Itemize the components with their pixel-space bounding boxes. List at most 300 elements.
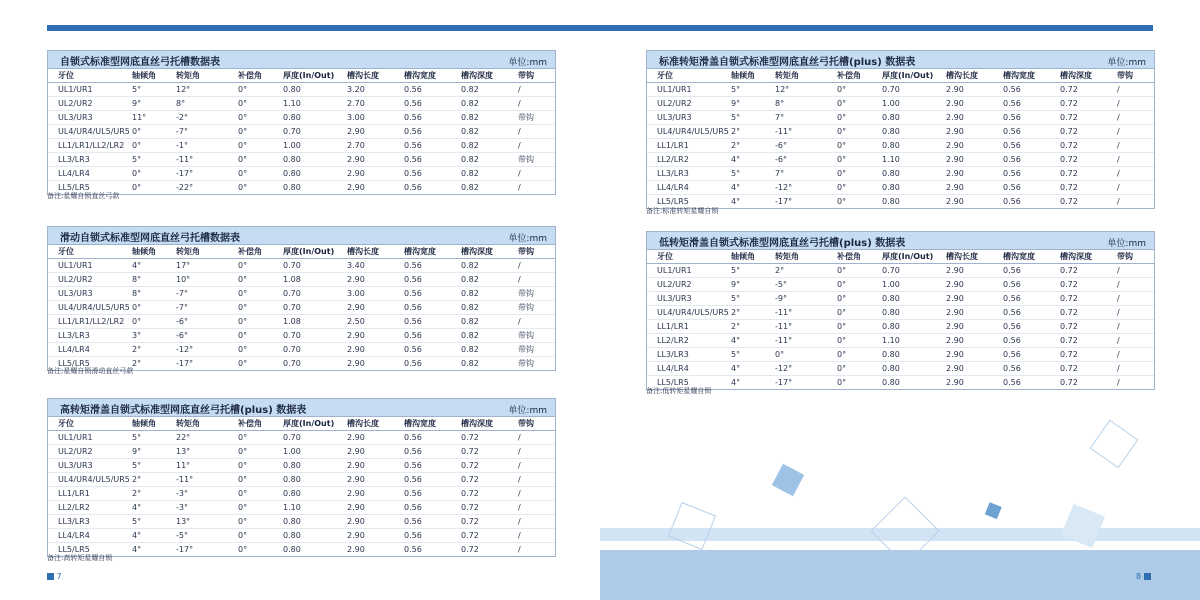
table-cell: 2.90 [936, 362, 993, 376]
table-cell: 0.72 [451, 501, 508, 515]
table-cell: 0.56 [993, 348, 1050, 362]
table-cell: 2.90 [936, 97, 993, 111]
table-cell: / [1107, 362, 1154, 376]
table-cell: 1.10 [273, 97, 337, 111]
table-cell: 0° [228, 167, 273, 181]
table-row [48, 515, 555, 529]
table-cell: 2.90 [337, 459, 394, 473]
table-cell: 0.72 [1050, 264, 1107, 278]
column-header: 厚度(In/Out) [273, 417, 337, 431]
column-header: 带钩 [508, 245, 555, 259]
table-cell: 2° [721, 139, 765, 153]
table-cell: 0° [122, 167, 166, 181]
table-cell: -12° [765, 362, 827, 376]
table-cell: 3.40 [337, 259, 394, 273]
table-cell: LL1/LR1 [647, 139, 721, 153]
table-cell: / [1107, 278, 1154, 292]
table-cell: 2° [721, 306, 765, 320]
table-cell: 0.56 [394, 445, 451, 459]
table-cell: 0.80 [872, 320, 936, 334]
table-cell: 0.72 [1050, 97, 1107, 111]
table-cell: -12° [166, 343, 228, 357]
table-cell: LL1/LR1/LL2/LR2 [48, 315, 122, 329]
table-cell: 0° [827, 362, 872, 376]
column-header: 槽沟长度 [936, 69, 993, 83]
table-cell: 0.56 [993, 167, 1050, 181]
table-cell: 5° [122, 83, 166, 97]
table-cell: 4° [721, 181, 765, 195]
table-row [647, 139, 1154, 153]
table-cell: 0.56 [394, 343, 451, 357]
table-cell: 0.56 [394, 273, 451, 287]
table-cell: 0° [228, 515, 273, 529]
table-cell: / [1107, 125, 1154, 139]
table-cell: 0.56 [394, 529, 451, 543]
table-cell: / [508, 83, 555, 97]
table-cell: 带钩 [508, 287, 555, 301]
table-cell: 0.72 [451, 529, 508, 543]
table-cell: UL2/UR2 [647, 97, 721, 111]
table-cell: / [518, 544, 521, 554]
table-note: 备注:星耀自锁滑动直丝弓款 [47, 367, 134, 375]
table-cell: 0° [228, 459, 273, 473]
table-cell: 0° [827, 320, 872, 334]
column-header: 带钩 [508, 69, 555, 83]
table-cell: 0.56 [404, 182, 422, 192]
table-cell: 0° [238, 544, 248, 554]
table-cell: 0° [228, 487, 273, 501]
table-cell: 5° [721, 111, 765, 125]
column-header: 牙位 [48, 245, 122, 259]
table-cell: 带钩 [508, 111, 555, 125]
table-cell: 2.90 [347, 182, 365, 192]
table-cell: 0° [827, 83, 872, 97]
table-cell: 0.70 [273, 287, 337, 301]
table-cell: 9° [721, 278, 765, 292]
table-cell: 0° [765, 348, 827, 362]
table-cell: 2.90 [936, 278, 993, 292]
table-cell: LL4/LR4 [647, 362, 721, 376]
table-cell: 0.72 [1050, 292, 1107, 306]
table-cell: 0.80 [283, 182, 301, 192]
table-row [48, 125, 555, 139]
table-cell: UL1/UR1 [48, 259, 122, 273]
table-cell: 4° [721, 153, 765, 167]
table-cell: / [508, 515, 555, 529]
column-header: 厚度(In/Out) [273, 245, 337, 259]
table-cell: 0.70 [273, 431, 337, 445]
table-row [647, 334, 1154, 348]
unit-label: 单位:mm [1107, 239, 1146, 249]
data-table [48, 245, 555, 370]
table-cell: 0° [827, 139, 872, 153]
table-cell: 0.56 [394, 167, 451, 181]
table-cell: UL2/UR2 [647, 278, 721, 292]
bracket-table-panel [646, 50, 1155, 209]
table-cell: 1.00 [273, 445, 337, 459]
table-cell: 0.56 [394, 501, 451, 515]
decor-outline-diamond [871, 497, 939, 565]
table-cell: / [508, 431, 555, 445]
table-cell: 0° [837, 377, 847, 387]
table-cell: 0° [228, 315, 273, 329]
bracket-table-panel [47, 398, 556, 557]
table-cell: 0.82 [451, 329, 508, 343]
table-cell: -17° [176, 358, 194, 368]
table-row [647, 83, 1154, 97]
table-cell: -17° [176, 544, 194, 554]
table-cell: 0.80 [273, 153, 337, 167]
table-row [48, 501, 555, 515]
table-cell: 3.20 [337, 83, 394, 97]
table-cell: 0.72 [1060, 196, 1078, 206]
table-title: 高转矩滑盖自锁式标准型网底直丝弓托槽(plus) 数据表 [60, 405, 307, 416]
table-cell: LL2/LR2 [647, 153, 721, 167]
table-cell: / [1117, 196, 1120, 206]
table-cell: 0.82 [451, 97, 508, 111]
column-header: 厚度(In/Out) [273, 69, 337, 83]
table-cell: -17° [775, 377, 793, 387]
table-cell: UL3/UR3 [48, 111, 122, 125]
table-row [48, 301, 555, 315]
table-cell: 2.90 [337, 125, 394, 139]
table-cell: LL4/LR4 [647, 181, 721, 195]
table-row [48, 487, 555, 501]
table-cell: 0.56 [394, 139, 451, 153]
table-cell: 0.80 [273, 487, 337, 501]
bracket-table-panel [646, 231, 1155, 390]
table-cell: 5° [721, 348, 765, 362]
table-cell: 2.90 [946, 377, 964, 387]
column-header: 槽沟深度 [451, 69, 508, 83]
table-cell: 带钩 [508, 301, 555, 315]
table-cell: 0.80 [273, 473, 337, 487]
table-cell: -7° [166, 287, 228, 301]
table-cell: 5° [721, 264, 765, 278]
table-cell: 2.90 [936, 111, 993, 125]
table-cell: 11° [122, 111, 166, 125]
table-row [48, 153, 555, 167]
column-header: 轴倾角 [721, 250, 765, 264]
table-cell: LL3/LR3 [48, 153, 122, 167]
column-header: 转矩角 [166, 417, 228, 431]
table-cell: 8° [166, 97, 228, 111]
table-cell: 2.90 [936, 125, 993, 139]
table-cell: 0.80 [872, 111, 936, 125]
table-cell: 0° [228, 97, 273, 111]
table-cell: 0.70 [273, 301, 337, 315]
table-cell: 0.80 [872, 292, 936, 306]
table-cell: / [1107, 292, 1154, 306]
data-table [647, 250, 1154, 389]
table-cell: 0.56 [993, 139, 1050, 153]
decor-solid-diamond [1061, 504, 1105, 548]
table-cell: 0.56 [993, 334, 1050, 348]
table-cell: / [1107, 306, 1154, 320]
table-cell: 4° [731, 377, 741, 387]
table-cell: 0.82 [451, 287, 508, 301]
column-header: 牙位 [647, 69, 721, 83]
column-header: 厚度(In/Out) [872, 250, 936, 264]
table-cell: 17° [166, 259, 228, 273]
column-header: 牙位 [48, 417, 122, 431]
table-cell: -6° [166, 315, 228, 329]
column-header: 槽沟宽度 [993, 69, 1050, 83]
table-cell: 0.56 [993, 292, 1050, 306]
table-cell: UL4/UR4/UL5/UR5 [48, 301, 122, 315]
table-cell: 0.72 [451, 473, 508, 487]
table-cell: 0° [837, 196, 847, 206]
table-cell: 0° [228, 287, 273, 301]
table-cell: 0.56 [394, 125, 451, 139]
page-number-text: 8 [1136, 572, 1142, 581]
table-cell: / [1107, 264, 1154, 278]
table-cell: 2° [122, 487, 166, 501]
data-table [48, 417, 555, 556]
table-cell: 8° [122, 273, 166, 287]
table-cell: 5° [721, 83, 765, 97]
table-cell: 0.70 [273, 125, 337, 139]
table-cell: 0° [827, 111, 872, 125]
table-cell: 8° [765, 97, 827, 111]
table-cell: 5° [122, 153, 166, 167]
table-cell: 9° [122, 97, 166, 111]
table-header-bar [647, 232, 1154, 250]
table-cell: 2.90 [337, 301, 394, 315]
table-title: 自锁式标准型网底直丝弓托槽数据表 [60, 57, 220, 68]
table-cell: 0.56 [993, 83, 1050, 97]
table-cell: 0.80 [872, 139, 936, 153]
table-cell: 0.80 [273, 459, 337, 473]
table-cell: 带钩 [518, 358, 534, 368]
table-cell: 1.00 [872, 278, 936, 292]
table-cell: 22° [166, 431, 228, 445]
table-header-bar [48, 51, 555, 69]
table-cell: 2° [122, 343, 166, 357]
table-cell: -22° [176, 182, 194, 192]
table-cell: 0.72 [1050, 125, 1107, 139]
table-cell: / [1117, 377, 1120, 387]
table-cell: 0.70 [273, 343, 337, 357]
table-cell: / [508, 139, 555, 153]
table-cell: 0° [228, 139, 273, 153]
table-cell: 0.56 [993, 181, 1050, 195]
decor-outline-diamond [669, 503, 716, 550]
table-cell: UL3/UR3 [647, 111, 721, 125]
table-cell: 0.80 [872, 125, 936, 139]
table-cell: 0.56 [394, 83, 451, 97]
column-header: 轴倾角 [122, 245, 166, 259]
table-cell: -11° [765, 334, 827, 348]
table-cell: 4° [122, 501, 166, 515]
table-cell: 4° [132, 544, 142, 554]
table-cell: 0.82 [451, 139, 508, 153]
table-row [48, 181, 555, 195]
table-cell: 0.56 [993, 362, 1050, 376]
table-row [647, 278, 1154, 292]
table-cell: 2.90 [337, 167, 394, 181]
unit-label: 单位:mm [508, 58, 547, 68]
table-cell: 0.72 [1050, 348, 1107, 362]
table-cell: 0.56 [394, 329, 451, 343]
table-row [647, 264, 1154, 278]
table-cell: 2.90 [936, 334, 993, 348]
table-cell: LL5/LR5 [58, 544, 90, 554]
table-cell: 1.00 [273, 139, 337, 153]
table-cell: 2.90 [337, 487, 394, 501]
unit-label: 单位:mm [508, 234, 547, 244]
table-cell: 2° [721, 320, 765, 334]
table-cell: 2.90 [337, 529, 394, 543]
table-cell: 5° [122, 431, 166, 445]
table-cell: 3° [122, 329, 166, 343]
table-cell: -17° [775, 196, 793, 206]
table-cell: 0.56 [993, 125, 1050, 139]
table-row [647, 292, 1154, 306]
column-header: 牙位 [48, 69, 122, 83]
column-header: 轴倾角 [721, 69, 765, 83]
table-cell: 2.90 [936, 167, 993, 181]
table-cell: UL4/UR4/UL5/UR5 [48, 473, 122, 487]
table-cell: 0.72 [1050, 306, 1107, 320]
table-header-row [48, 417, 555, 431]
bracket-table-panel [47, 50, 556, 195]
table-cell: 0.56 [394, 515, 451, 529]
table-cell: / [508, 459, 555, 473]
table-cell: UL1/UR1 [48, 83, 122, 97]
data-table [647, 69, 1154, 208]
column-header: 槽沟深度 [451, 417, 508, 431]
table-cell: 0° [122, 125, 166, 139]
table-cell: 带钩 [508, 343, 555, 357]
table-cell: 0.82 [451, 153, 508, 167]
table-header-bar [48, 227, 555, 245]
table-cell: / [1107, 181, 1154, 195]
table-cell: LL3/LR3 [647, 348, 721, 362]
table-cell: 5° [721, 292, 765, 306]
table-cell: 0.56 [394, 287, 451, 301]
table-cell: 0.56 [993, 97, 1050, 111]
table-cell: 5° [721, 167, 765, 181]
table-cell: 0.72 [1050, 139, 1107, 153]
table-cell: 8° [122, 287, 166, 301]
table-cell: 2.90 [347, 544, 365, 554]
table-cell: 0.72 [1050, 362, 1107, 376]
table-cell: 4° [122, 259, 166, 273]
table-row [48, 167, 555, 181]
table-row [48, 287, 555, 301]
table-cell: 0° [228, 431, 273, 445]
table-cell: 0.56 [394, 259, 451, 273]
table-cell: 0.70 [273, 329, 337, 343]
table-cell: LL5/LR5 [657, 196, 689, 206]
table-cell: -11° [166, 153, 228, 167]
table-cell: 12° [765, 83, 827, 97]
table-cell: 0.82 [451, 83, 508, 97]
table-cell: 0.80 [273, 167, 337, 181]
unit-label: 单位:mm [508, 406, 547, 416]
table-cell: 2.90 [936, 139, 993, 153]
table-cell: 2.90 [936, 83, 993, 97]
table-header-bar [647, 51, 1154, 69]
table-cell: 2.70 [337, 139, 394, 153]
table-cell: -11° [166, 473, 228, 487]
column-header: 槽沟深度 [451, 245, 508, 259]
table-cell: -9° [765, 292, 827, 306]
table-header-row [48, 69, 555, 83]
table-cell: 0.80 [882, 377, 900, 387]
table-cell: 0° [827, 97, 872, 111]
table-cell: 0° [827, 348, 872, 362]
table-cell: 0.72 [1050, 334, 1107, 348]
column-header: 转矩角 [166, 69, 228, 83]
table-cell: LL5/LR5 [58, 182, 90, 192]
column-header: 补偿角 [228, 69, 273, 83]
table-header-bar [48, 399, 555, 417]
table-cell: 0.82 [461, 182, 479, 192]
table-cell: 0° [827, 153, 872, 167]
table-cell: / [1107, 139, 1154, 153]
table-cell: 0° [827, 125, 872, 139]
table-cell: -6° [765, 139, 827, 153]
table-row [647, 97, 1154, 111]
table-cell: 0.80 [872, 167, 936, 181]
table-cell: -2° [166, 111, 228, 125]
table-cell: 2.90 [337, 153, 394, 167]
table-cell: 5° [122, 515, 166, 529]
table-note: 备注:标准转矩星耀自锁 [646, 207, 719, 215]
table-cell: 4° [721, 362, 765, 376]
table-cell: 0.56 [1003, 196, 1021, 206]
table-cell: 2.90 [936, 320, 993, 334]
table-cell: 1.10 [872, 153, 936, 167]
table-cell: 12° [166, 83, 228, 97]
table-cell: 0.82 [451, 315, 508, 329]
data-table [48, 69, 555, 194]
table-cell: 0.72 [451, 515, 508, 529]
table-cell: 2.90 [337, 515, 394, 529]
table-cell: 0.82 [451, 167, 508, 181]
table-cell: 0.56 [394, 301, 451, 315]
table-cell: 0° [827, 334, 872, 348]
table-cell: 2° [721, 125, 765, 139]
page-marker-square [1144, 573, 1151, 580]
table-cell: 0.82 [451, 259, 508, 273]
table-row [647, 348, 1154, 362]
table-cell: LL2/LR2 [647, 334, 721, 348]
table-cell: 9° [122, 445, 166, 459]
table-header-row [647, 250, 1154, 264]
table-cell: UL4/UR4/UL5/UR5 [647, 125, 721, 139]
page-number-right [1136, 572, 1151, 581]
table-cell: 0° [228, 125, 273, 139]
table-cell: / [508, 125, 555, 139]
table-row [48, 473, 555, 487]
table-cell: / [1107, 83, 1154, 97]
table-cell: 2.90 [337, 473, 394, 487]
unit-label: 单位:mm [1107, 58, 1146, 68]
table-cell: 0.80 [872, 181, 936, 195]
table-cell: 0° [228, 259, 273, 273]
table-cell: 1.08 [273, 315, 337, 329]
table-cell: 0° [827, 306, 872, 320]
table-cell: 0.70 [872, 83, 936, 97]
table-row [48, 273, 555, 287]
table-cell: 3.00 [337, 287, 394, 301]
table-cell: / [508, 259, 555, 273]
table-cell: UL4/UR4/UL5/UR5 [647, 306, 721, 320]
table-cell: 2.90 [337, 343, 394, 357]
